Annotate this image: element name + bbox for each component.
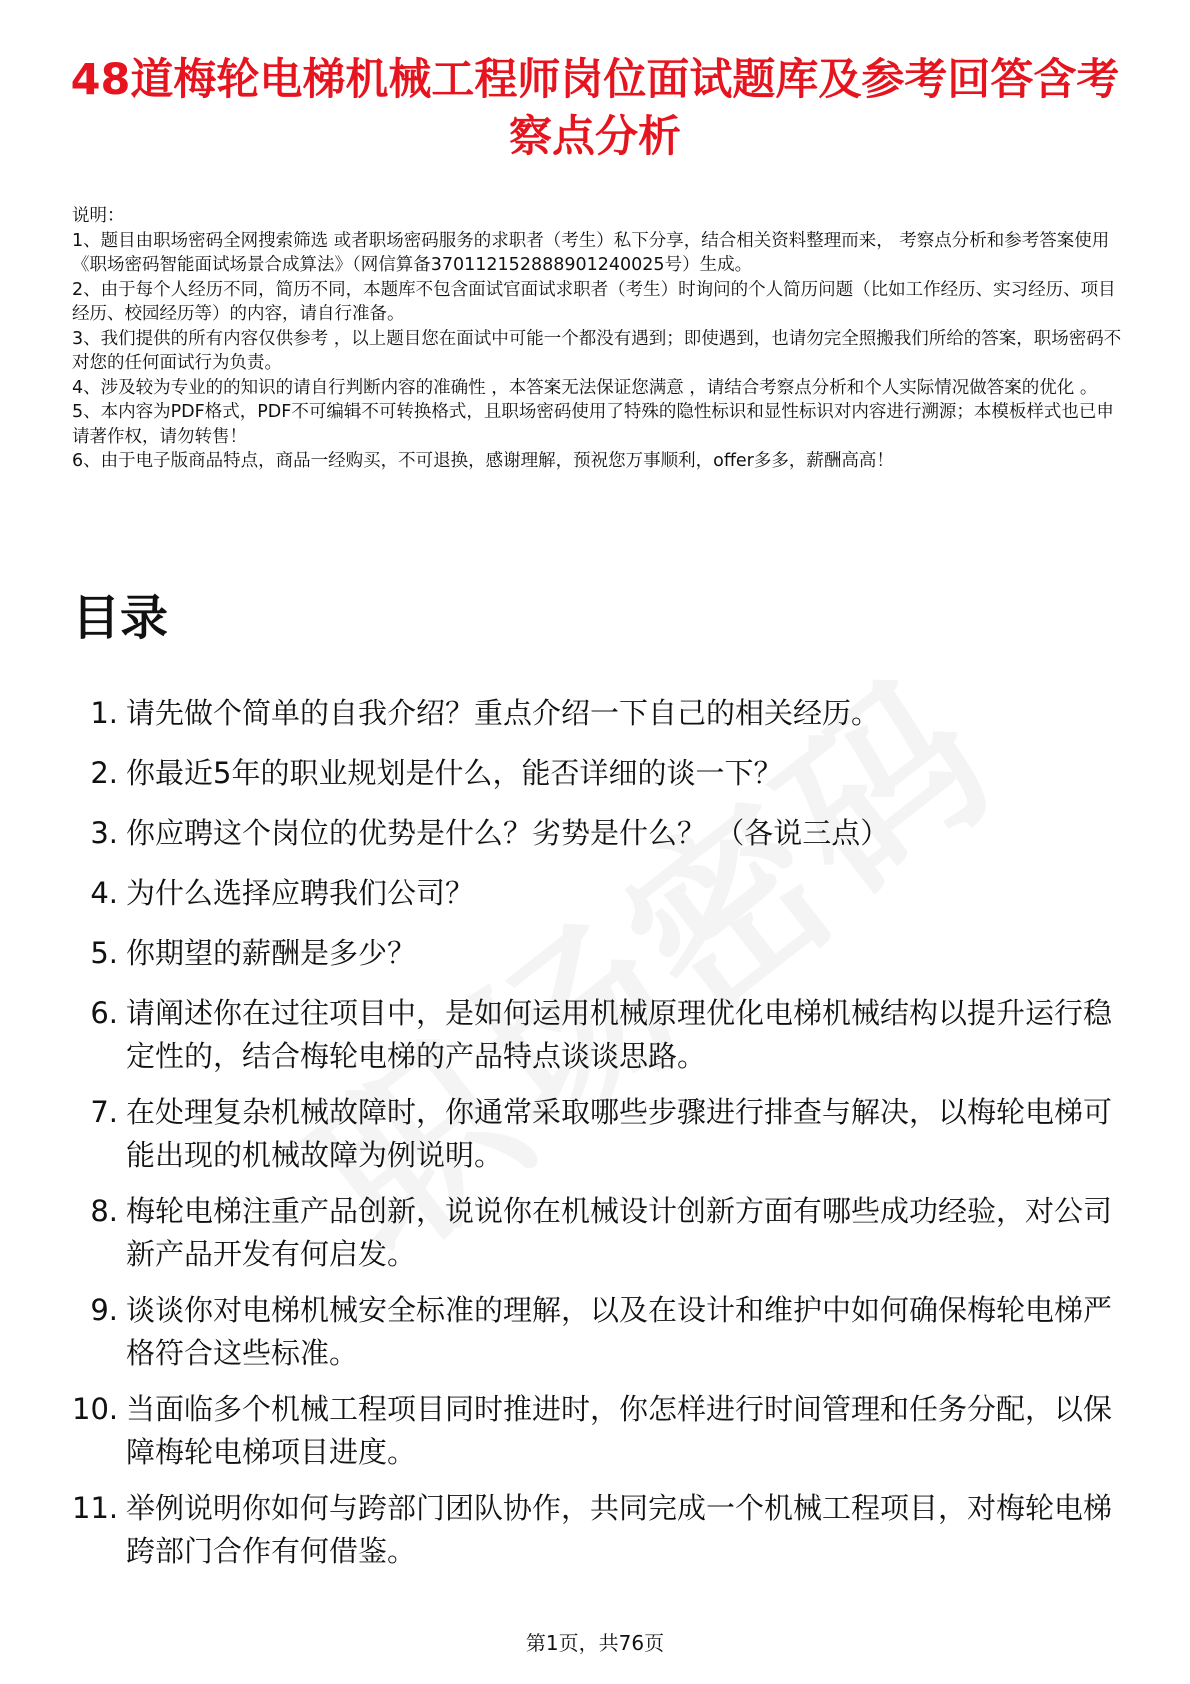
toc-item-number: 3. xyxy=(90,816,118,850)
note-item-3: 3、我们提供的所有内容仅供参考 ，以上题目您在面试中可能一个都没有遇到；即使遇到，也请勿完全照搬我们所给的答案，职场密码不对您的任何面试行为负责。 xyxy=(72,328,1122,373)
document-title: 48道梅轮电梯机械工程师岗位面试题库及参考回答含考察点分析 xyxy=(70,55,1120,162)
toc-item-number: 2. xyxy=(90,756,118,790)
notes-heading: 说明： xyxy=(72,206,125,226)
toc-item-number: 1. xyxy=(90,696,118,730)
toc-item[interactable] xyxy=(72,1388,1132,1474)
notes-section xyxy=(72,204,1122,474)
toc-item-text: 请先做个简单的自我介绍？重点介绍一下自己的相关经历。 xyxy=(126,696,881,730)
toc-item[interactable] xyxy=(72,812,1132,855)
toc-item-number: 8. xyxy=(90,1194,118,1228)
toc-item[interactable] xyxy=(72,1289,1132,1375)
toc-item[interactable] xyxy=(72,992,1132,1078)
toc-item-text: 你最近5年的职业规划是什么，能否详细的谈一下？ xyxy=(126,756,783,790)
note-item-6: 6、由于电子版商品特点，商品一经购买，不可退换，感谢理解，预祝您万事顺利，offer多多，薪酬高高！ xyxy=(72,451,894,471)
toc-item-text: 你应聘这个岗位的优势是什么？劣势是什么？ （各说三点） xyxy=(126,816,890,850)
note-item-2: 2、由于每个人经历不同，简历不同，本题库不包含面试官面试求职者（考生）时询问的个人简历问题（比如工作经历、实习经历、项目经历、校园经历等）的内容，请自行准备。 xyxy=(72,279,1116,324)
toc-item[interactable] xyxy=(72,1190,1132,1276)
toc-list xyxy=(72,692,1132,1586)
toc-item[interactable] xyxy=(72,932,1132,975)
toc-item-text: 谈谈你对电梯机械安全标准的理解，以及在设计和维护中如何确保梅轮电梯严格符合这些标准。 xyxy=(126,1293,1113,1370)
note-item-5: 5、本内容为PDF格式，PDF不可编辑不可转换格式，且职场密码使用了特殊的隐性标识和显性标识对内容进行溯源；本模板样式也已申请著作权，请勿转售！ xyxy=(72,402,1114,447)
toc-item[interactable] xyxy=(72,872,1132,915)
note-item-1: 1、题目由职场密码全网搜索筛选 或者职场密码服务的求职者（考生）私下分享，结合相关资料整理而来， 考察点分析和参考答案使用《职场密码智能面试场景合成算法》（网信算备370112152888901240025号）生成。 xyxy=(72,230,1110,275)
toc-item[interactable] xyxy=(72,752,1132,795)
toc-item-text: 为什么选择应聘我们公司？ xyxy=(126,876,475,910)
toc-item-text: 你期望的薪酬是多少？ xyxy=(126,936,417,970)
toc-item-number: 11. xyxy=(72,1491,119,1525)
note-item-4: 4、涉及较为专业的的知识的请自行判断内容的准确性 ，本答案无法保证您满意 ，请结合考察点分析和个人实际情况做答案的优化 。 xyxy=(72,377,1098,398)
toc-item-text: 举例说明你如何与跨部门团队协作，共同完成一个机械工程项目，对梅轮电梯跨部门合作有何借鉴。 xyxy=(126,1491,1113,1568)
toc-item-number: 9. xyxy=(90,1293,118,1327)
toc-item[interactable] xyxy=(72,1487,1132,1573)
toc-item-text: 当面临多个机械工程项目同时推进时，你怎样进行时间管理和任务分配，以保障梅轮电梯项目进度。 xyxy=(126,1392,1113,1469)
toc-item-text: 请阐述你在过往项目中，是如何运用机械原理优化电梯机械结构以提升运行稳定性的，结合梅轮电梯的产品特点谈谈思路。 xyxy=(126,996,1113,1073)
page-footer: 第1页，共76页 xyxy=(525,1631,665,1655)
toc-item-number: 4. xyxy=(90,876,118,910)
toc-item-number: 7. xyxy=(90,1095,118,1129)
toc-item-text: 在处理复杂机械故障时，你通常采取哪些步骤进行排查与解决，以梅轮电梯可能出现的机械故障为例说明。 xyxy=(126,1095,1113,1172)
toc-item-number: 6. xyxy=(90,996,118,1030)
toc-heading: 目录 xyxy=(72,590,169,646)
toc-item-text: 梅轮电梯注重产品创新，说说你在机械设计创新方面有哪些成功经验，对公司新产品开发有何启发。 xyxy=(126,1194,1113,1271)
toc-item[interactable] xyxy=(72,1091,1132,1177)
toc-item-number: 5. xyxy=(90,936,118,970)
toc-item-number: 10. xyxy=(72,1392,119,1426)
toc-item[interactable] xyxy=(72,692,1132,735)
